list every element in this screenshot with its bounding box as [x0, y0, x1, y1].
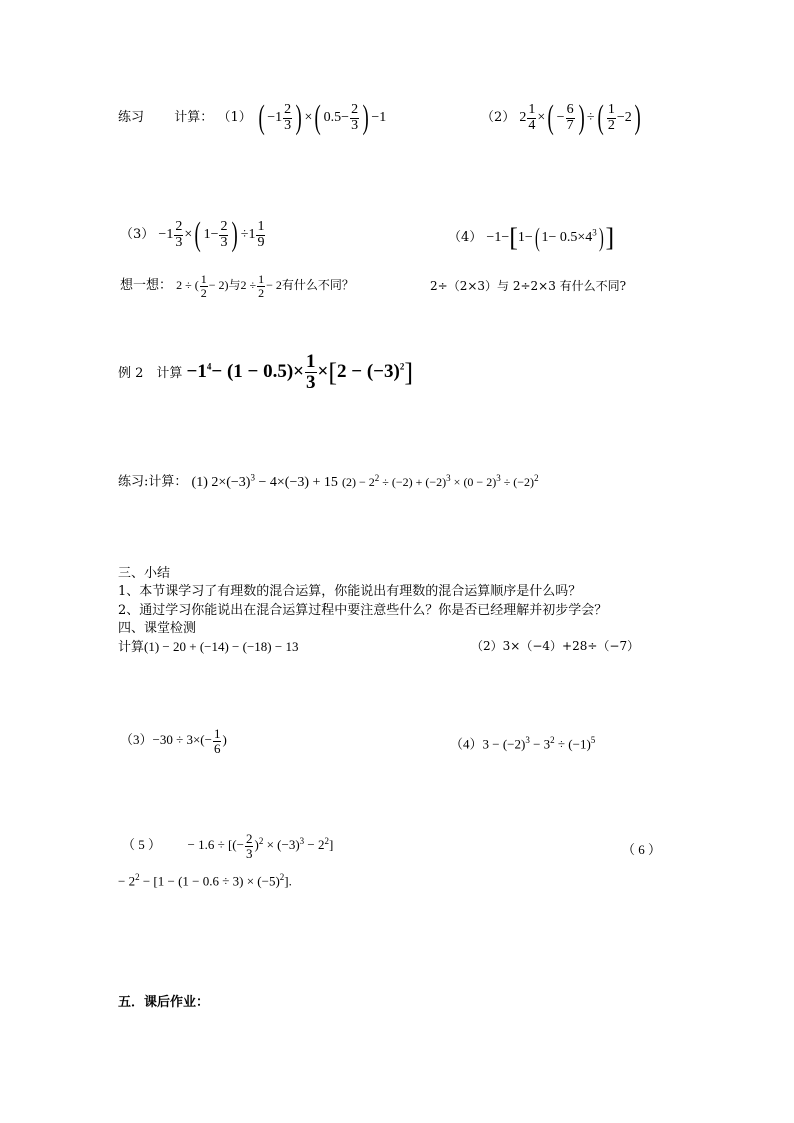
practice1-expr3: −1 $\frac{2}{3}$ ×( 1− $\frac{2}{3}$ ) ÷1 $\frac{1}{9}$ [158, 216, 265, 253]
check-heading: 四、课堂检测 [118, 621, 197, 636]
check-q6: − $2^2 - [1 - (1 - 0.6 \div 3) \times (-5)^2]$. [118, 872, 292, 889]
practice1-row [118, 101, 386, 135]
summary-heading: 三、小结 [118, 566, 171, 581]
practice1-expr1: ( −1 $\frac{2}{3}$ ) ×( 0.5− $\frac{2}{3}$ ) −1 [258, 99, 387, 136]
check-q4: $(4)3 - (-2)^3 - 3^2 \div (-1)^5$ [450, 735, 596, 752]
practice1-expr4: −1−[1−( $1- 0.5\times 4^3$)] [486, 222, 615, 252]
check-q6-idx: （ 6 ） [622, 842, 662, 857]
practice2-label: 练习:计算： [118, 474, 188, 490]
practice2-expr1: (1) $2\times(-3)^3 - 4\times(-3) + 15$ [191, 472, 338, 490]
check-q3: （3）−30 ÷ 3×(− $\frac{1}{6}$ ) [120, 726, 227, 756]
think-expr: 2 ÷ ( $\frac{1}{2}$ − 2)与2 ÷ $\frac{1}{2}$ − 2有什么不同？ [176, 272, 354, 300]
practice1-idx4: （4） [448, 229, 483, 245]
example2-row [118, 352, 413, 393]
practice1-cmd: 计算： [174, 110, 214, 126]
practice1-idx1: （1） [217, 110, 252, 126]
practice1-expr2: 2 $\frac{1}{4}$ ×( − $\frac{6}{7}$ ) ÷( $\frac{1}{2}$ −2) [519, 99, 641, 136]
check-q5: （ 5 ） − 1.6 ÷ [(− $\frac{2}{3}$ )$^2 \times (-3)^3 - 2^2$] [122, 831, 334, 861]
practice1-idx3: （3） [120, 227, 155, 243]
check-q2: （2）3×（−4）+28÷（−7） [471, 639, 640, 653]
summary-line2: 2、通过学习你能说出在混合运算过程中要注意些什么？你是否已经理解并初步学会？ [118, 603, 608, 618]
practice1-row3 [120, 218, 266, 252]
think-row [120, 273, 354, 299]
practice1-idx2: （2） [481, 110, 516, 126]
practice1-row2 [481, 101, 643, 135]
check-q1: 计算(1) − 20 + (−14) − (−18) − 13 [118, 639, 299, 654]
practice2-row [118, 472, 539, 491]
think-question2: 2÷（2×3）与 2÷2×3 有什么不同? [430, 279, 627, 293]
practice2-expr2: $(2) - 2^2 \div (-2) + (-2)^3 \times (0 - 2)^3 \div (-2)^2$ [342, 472, 539, 489]
example2-expr: $-1^4- (1 - 0.5)\times$ $\frac{1}{3}$ $\times[2 - (-3)^2]$ [186, 351, 413, 393]
homework-heading: 五．课后作业： [118, 995, 210, 1010]
think-label: 想一想： [120, 277, 173, 293]
summary-line1: 1、本节课学习了有理数的混合运算，你能说出有理数的混合运算顺序是什么吗？ [118, 584, 582, 599]
check-q5-idx: （ 5 ） [122, 837, 162, 853]
example2-label: 例 2 计算 [118, 365, 183, 381]
practice1-label: 练习 [118, 110, 145, 126]
practice1-row4 [448, 222, 614, 253]
